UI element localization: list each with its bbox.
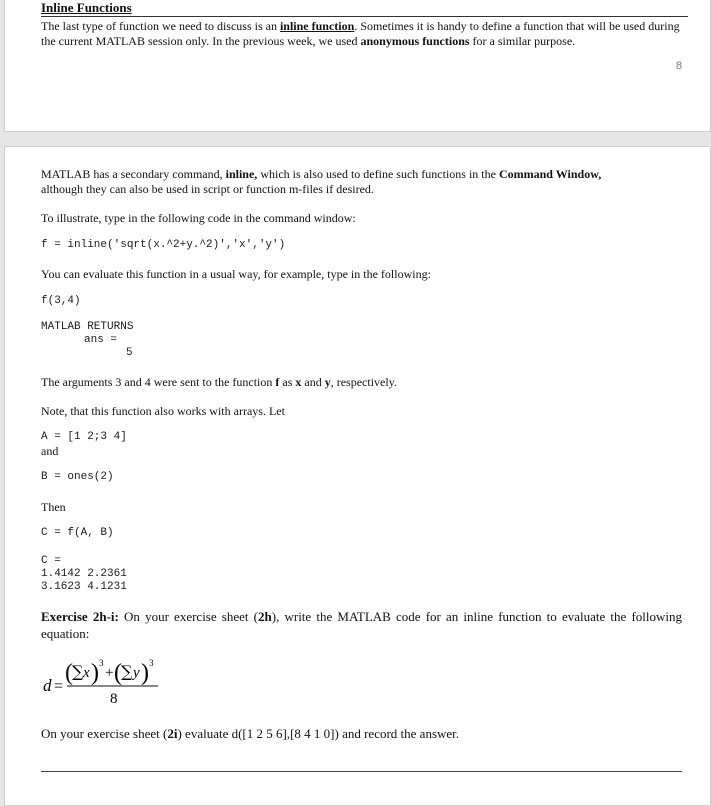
paragraph-illustrate: To illustrate, type in the following code in the command window: — [41, 211, 356, 225]
eq-paren-close-2: ) — [141, 660, 149, 686]
matlab-returns-label: MATLAB RETURNS — [41, 321, 134, 333]
exercise-2h-i: Exercise 2h-i: On your exercise sheet (2h), write the MATLAB code for an inline function to evaluate the following equation: — [41, 609, 683, 641]
and-label: and — [41, 444, 59, 458]
result-label: C = — [41, 555, 61, 567]
code-inline-definition: f = inline('sqrt(x.^2+y.^2)','x','y') — [41, 239, 286, 251]
eq-y: y — [133, 665, 140, 681]
code-function-call: f(3,4) — [41, 295, 81, 307]
eq-equals: = — [54, 678, 64, 695]
paragraph-evaluate: You can evaluate this function in a usual way, for example, type in the following: — [41, 267, 431, 281]
ans-value: 5 — [126, 347, 133, 359]
intro-paragraph: The last type of function we need to discuss is an inline function. Sometimes it is handy to define a function that will be used during the current MATLAB session only. In the previous week, we used anonymous functions for a similar purpose. — [41, 19, 680, 48]
paragraph-arrays-note: Note, that this function also works with arrays. Let — [41, 404, 285, 418]
eq-sigma-1: ∑ — [72, 662, 84, 681]
result-row-2: 3.1623 4.1231 — [41, 581, 127, 593]
eq-x: x — [83, 665, 90, 681]
bottom-divider — [41, 771, 682, 772]
eq-sigma-2: ∑ — [121, 662, 133, 681]
document-page-1 — [4, 0, 711, 132]
document-page-2 — [4, 146, 711, 806]
ans-label: ans = — [84, 334, 118, 346]
eq-denominator: 8 — [110, 691, 118, 705]
paragraph-arguments: The arguments 3 and 4 were sent to the function f as x and y, respectively. — [41, 375, 397, 389]
eq-paren-open-1: ( — [65, 660, 73, 686]
section-title: Inline Functions — [41, 0, 688, 17]
eq-power-1: 3 — [99, 658, 104, 668]
eq-lhs-d: d — [43, 676, 52, 695]
exercise-2i: On your exercise sheet (2i) evaluate d([1 2 5 6],[8 4 1 0]) and record the answer. — [41, 726, 460, 741]
result-row-1: 1.4142 2.2361 — [41, 568, 127, 580]
code-matrix-a: A = [1 2;3 4] — [41, 431, 127, 443]
eq-paren-close-1: ) — [91, 660, 99, 686]
page-number: 8 — [675, 60, 682, 72]
code-matrix-c: C = f(A, B) — [41, 527, 114, 539]
equation-d — [41, 655, 171, 705]
paragraph-inline-command-cont: although they can also be used in script or function m-files if desired. — [41, 182, 374, 196]
code-matrix-b: B = ones(2) — [41, 471, 114, 483]
eq-power-2: 3 — [149, 658, 154, 668]
eq-paren-open-2: ( — [114, 660, 122, 686]
paragraph-inline-command: MATLAB has a secondary command, inline, which is also used to define such functions in the Command Window, — [41, 167, 602, 181]
eq-plus: + — [105, 665, 114, 681]
then-label: Then — [41, 500, 66, 514]
